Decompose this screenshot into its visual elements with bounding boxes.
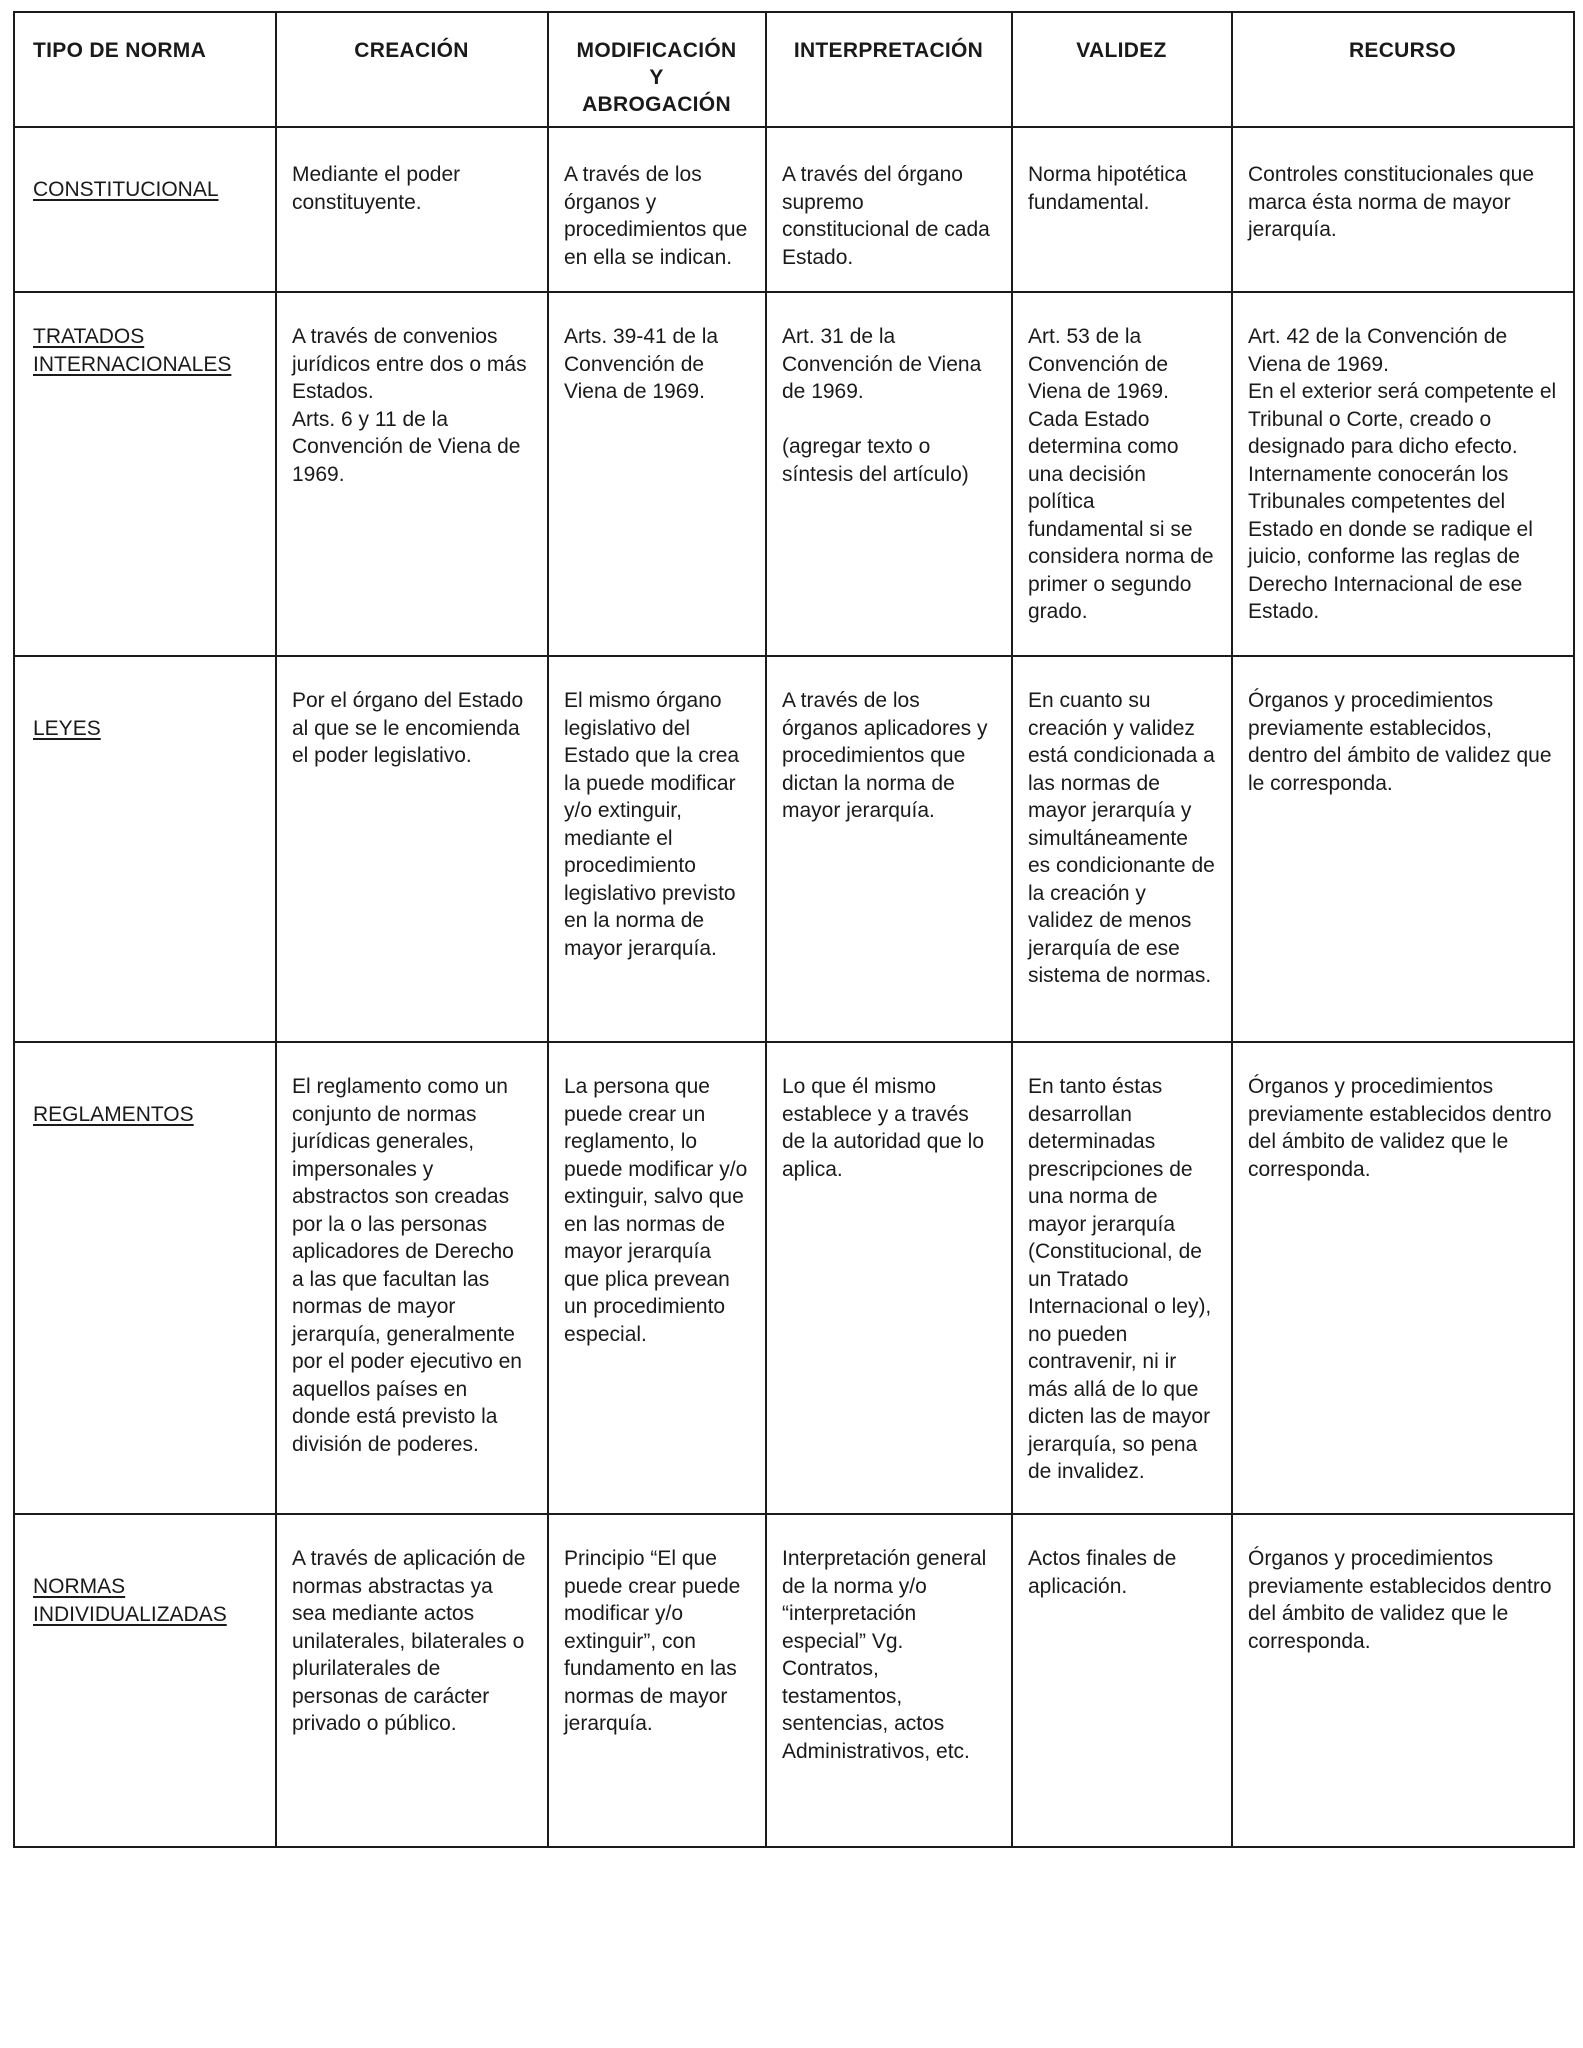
cell-validez: En cuanto su creación y validez está condicionada a las normas de mayor jerarquía y simultáneamente es condicionante de la creación y validez de menos jerarquía de ese sistema de normas. <box>1012 656 1232 1042</box>
table-row <box>14 292 1574 656</box>
cell-modificacion: La persona que puede crear un reglamento, lo puede modificar y/o extinguir, salvo que en las normas de mayor jerarquía que plica prevean un procedimiento especial. <box>548 1042 766 1514</box>
row-type-label: NORMAS INDIVIDUALIZADAS <box>14 1514 276 1847</box>
cell-creacion: Por el órgano del Estado al que se le encomienda el poder legislativo. <box>276 656 548 1042</box>
cell-creacion: Mediante el poder constituyente. <box>276 127 548 292</box>
header-modificacion: MODIFICACIÓN Y ABROGACIÓN <box>548 12 766 127</box>
table-row <box>14 656 1574 1042</box>
cell-validez: Art. 53 de la Convención de Viena de 1969. Cada Estado determina como una decisión política fundamental si se considera norma de primer o segundo grado. <box>1012 292 1232 656</box>
cell-interpretacion: A través del órgano supremo constitucional de cada Estado. <box>766 127 1012 292</box>
row-type-label: LEYES <box>14 656 276 1042</box>
cell-recurso: Órganos y procedimientos previamente establecidos dentro del ámbito de validez que le corresponda. <box>1232 1042 1574 1514</box>
table-row <box>14 1514 1574 1847</box>
norms-comparison-table <box>13 11 1575 1848</box>
header-creacion: CREACIÓN <box>276 12 548 127</box>
cell-recurso: Controles constitucionales que marca ésta norma de mayor jerarquía. <box>1232 127 1574 292</box>
cell-creacion: A través de convenios jurídicos entre dos o más Estados. Arts. 6 y 11 de la Convención de Viena de 1969. <box>276 292 548 656</box>
cell-modificacion: Arts. 39-41 de la Convención de Viena de 1969. <box>548 292 766 656</box>
cell-recurso: Órganos y procedimientos previamente establecidos dentro del ámbito de validez que le corresponda. <box>1232 1514 1574 1847</box>
header-interpretacion: INTERPRETACIÓN <box>766 12 1012 127</box>
cell-validez: En tanto éstas desarrollan determinadas prescripciones de una norma de mayor jerarquía (Constitucional, de un Tratado Internacional o ley), no pueden contravenir, ni ir más allá de lo que dicten las de mayor jerarquía, so pena de invalidez. <box>1012 1042 1232 1514</box>
cell-modificacion: El mismo órgano legislativo del Estado que la crea la puede modificar y/o extinguir, mediante el procedimiento legislativo previsto en la norma de mayor jerarquía. <box>548 656 766 1042</box>
cell-recurso: Órganos y procedimientos previamente establecidos, dentro del ámbito de validez que le corresponda. <box>1232 656 1574 1042</box>
cell-interpretacion: A través de los órganos aplicadores y procedimientos que dictan la norma de mayor jerarquía. <box>766 656 1012 1042</box>
cell-validez: Actos finales de aplicación. <box>1012 1514 1232 1847</box>
row-type-label: REGLAMENTOS <box>14 1042 276 1514</box>
table-row <box>14 127 1574 292</box>
cell-modificacion: A través de los órganos y procedimientos que en ella se indican. <box>548 127 766 292</box>
cell-interpretacion: Lo que él mismo establece y a través de la autoridad que lo aplica. <box>766 1042 1012 1514</box>
cell-creacion: A través de aplicación de normas abstractas ya sea mediante actos unilaterales, bilaterales o plurilaterales de personas de carácter privado o público. <box>276 1514 548 1847</box>
row-type-label: TRATADOS INTERNACIONALES <box>14 292 276 656</box>
header-tipo-de-norma: TIPO DE NORMA <box>14 12 276 127</box>
cell-interpretacion: Art. 31 de la Convención de Viena de 1969. (agregar texto o síntesis del artículo) <box>766 292 1012 656</box>
row-type-label: CONSTITUCIONAL <box>14 127 276 292</box>
header-validez: VALIDEZ <box>1012 12 1232 127</box>
cell-recurso: Art. 42 de la Convención de Viena de 1969. En el exterior será competente el Tribunal o Corte, creado o designado para dicho efecto. Internamente conocerán los Tribunales competentes del Estado en donde se radique el juicio, conforme las reglas de Derecho Internacional de ese Estado. <box>1232 292 1574 656</box>
header-recurso: RECURSO <box>1232 12 1574 127</box>
header-row <box>14 12 1574 127</box>
cell-creacion: El reglamento como un conjunto de normas jurídicas generales, impersonales y abstractos son creadas por la o las personas aplicadores de Derecho a las que facultan las normas de mayor jerarquía, generalmente por el poder ejecutivo en aquellos países en donde está previsto la división de poderes. <box>276 1042 548 1514</box>
cell-interpretacion: Interpretación general de la norma y/o “interpretación especial” Vg. Contratos, testamentos, sentencias, actos Administrativos, etc. <box>766 1514 1012 1847</box>
table-row <box>14 1042 1574 1514</box>
cell-validez: Norma hipotética fundamental. <box>1012 127 1232 292</box>
cell-modificacion: Principio “El que puede crear puede modificar y/o extinguir”, con fundamento en las normas de mayor jerarquía. <box>548 1514 766 1847</box>
